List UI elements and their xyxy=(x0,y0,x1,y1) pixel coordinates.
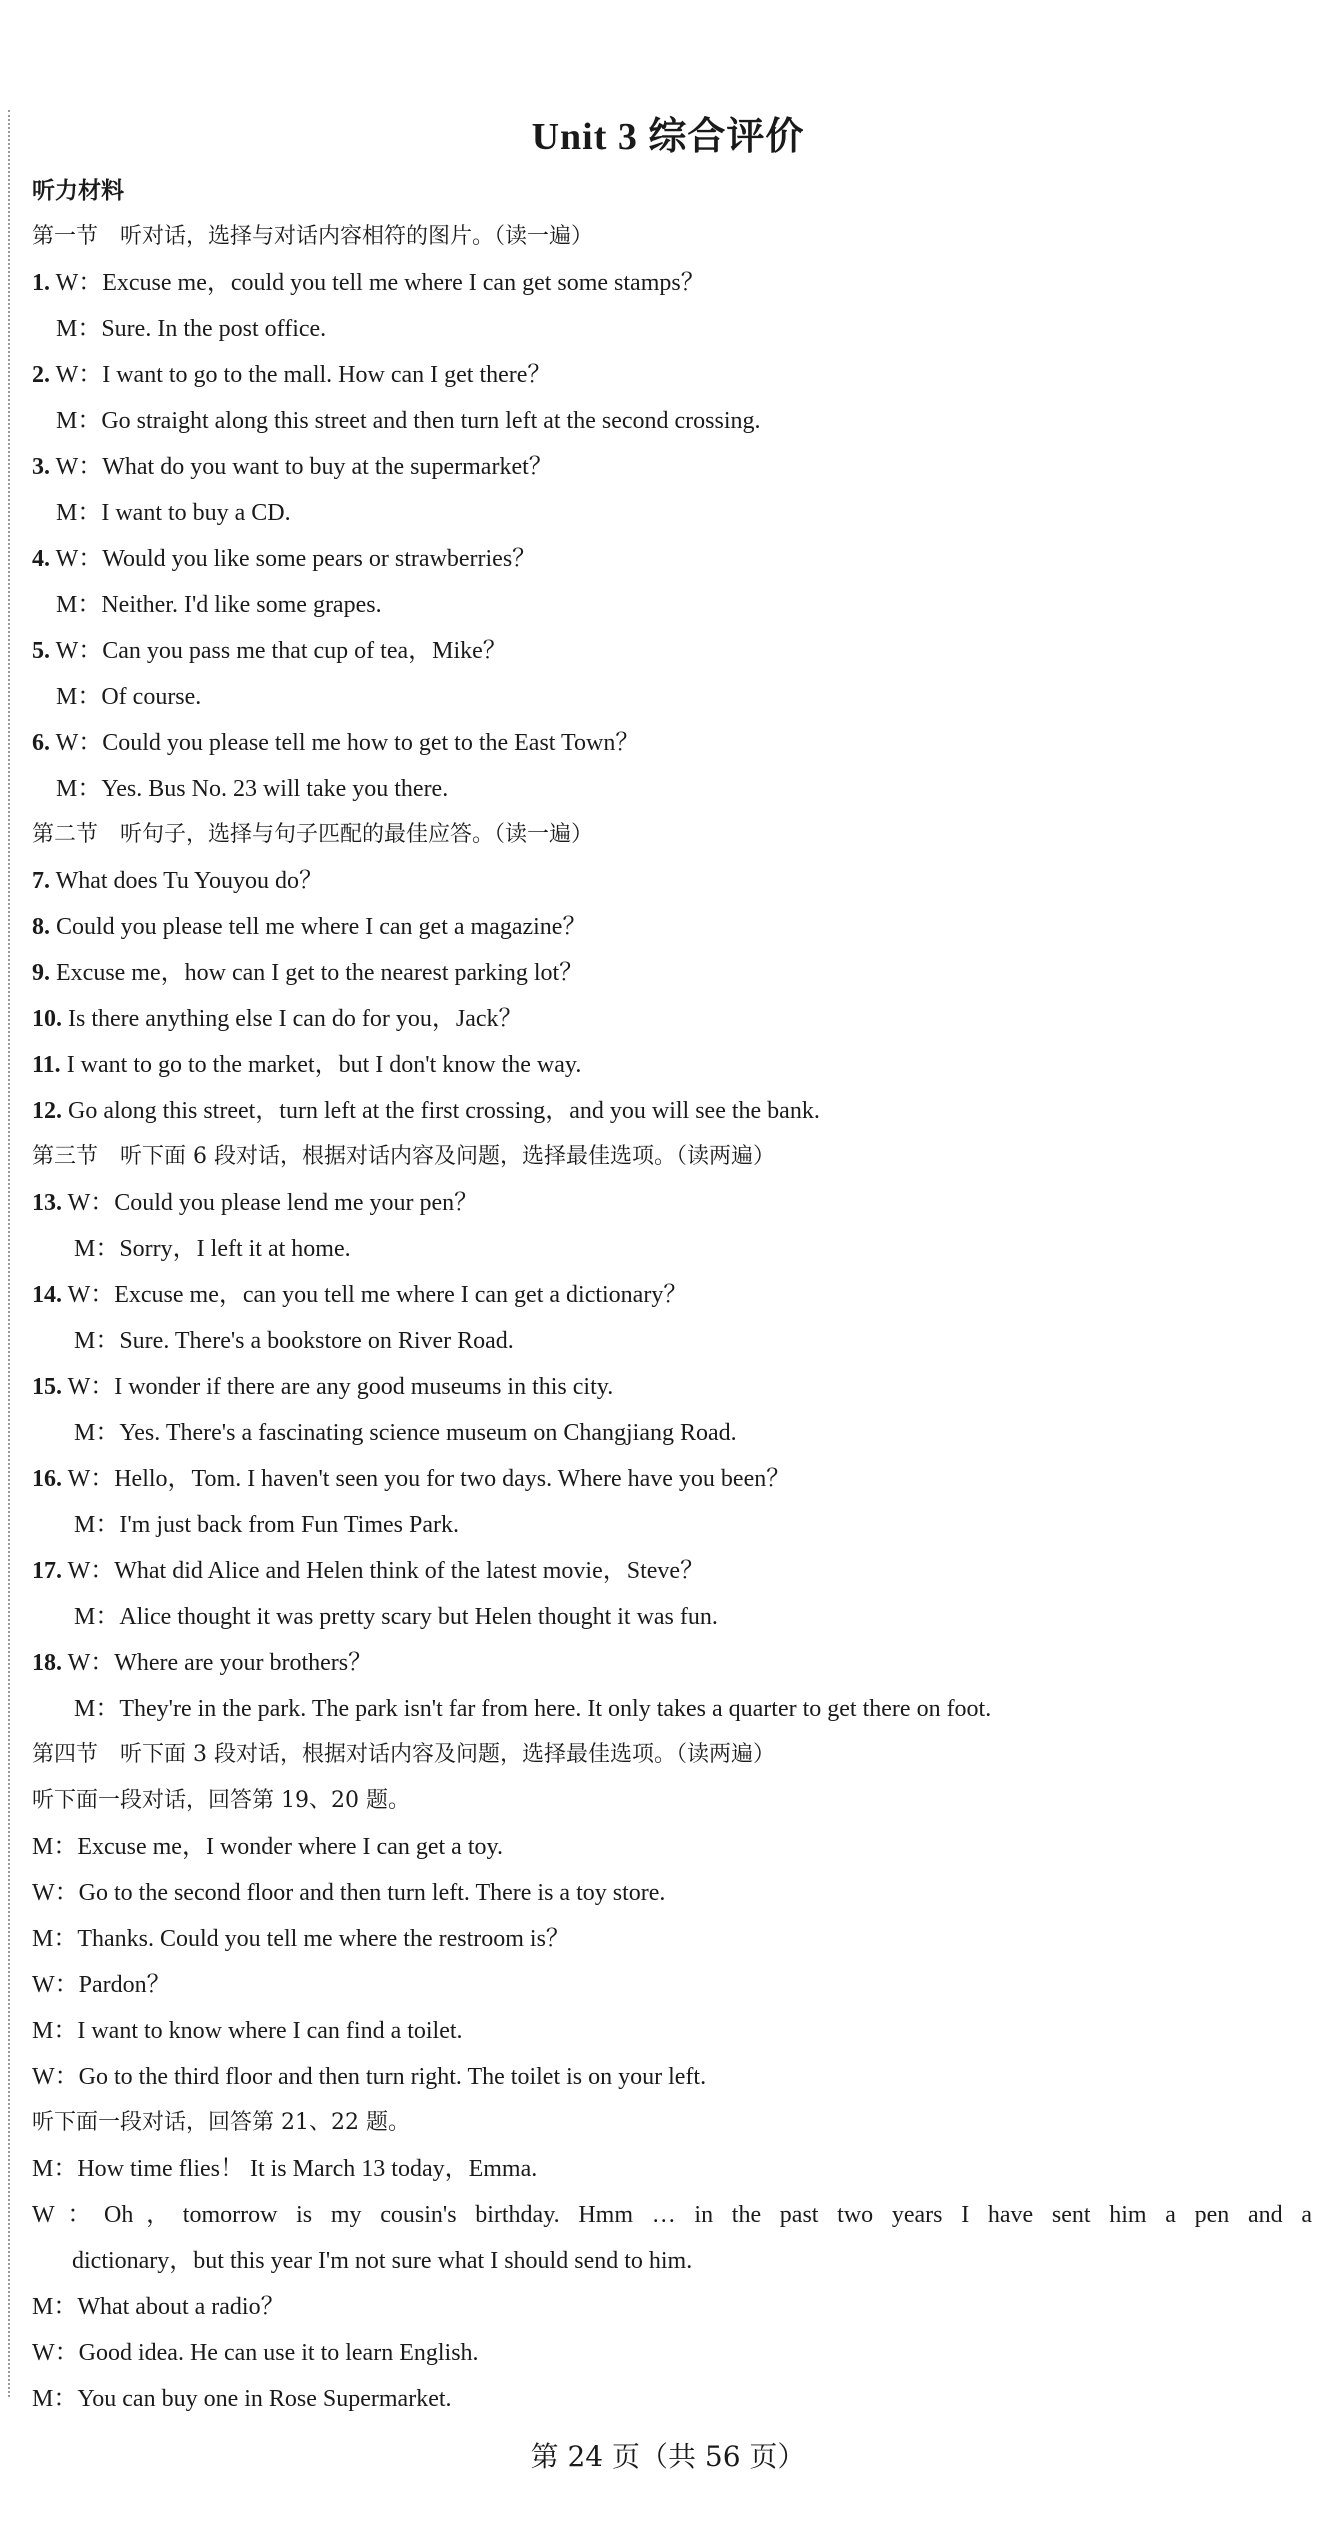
question-text: W：I want to go to the mall. How can I get there？ xyxy=(50,362,552,388)
section-instruction: 听下面一段对话，回答第 21、22 题。 xyxy=(32,2110,410,2135)
dialogue-line: W：Pardon？ xyxy=(32,1972,171,1998)
response-line: M：I'm just back from Fun Times Park. xyxy=(74,1512,460,1538)
question-line xyxy=(32,444,1312,490)
question-number: 3. xyxy=(32,454,50,480)
dialogue-line: M：Thanks. Could you tell me where the restroom is？ xyxy=(32,1926,570,1952)
question-number: 8. xyxy=(32,914,50,940)
question-number: 10. xyxy=(32,1006,62,1032)
response-line: M：I want to buy a CD. xyxy=(56,500,291,526)
question-text: I want to go to the market，but I don't know the way. xyxy=(60,1052,582,1078)
response-line: M：Yes. Bus No. 23 will take you there. xyxy=(56,776,449,802)
question-text: Could you please tell me where I can get a magazine？ xyxy=(50,914,587,940)
question-text: W：Would you like some pears or strawberries？ xyxy=(50,546,537,572)
dialogue-line: W：Go to the second floor and then turn left. There is a toy store. xyxy=(32,1880,666,1906)
question-number: 11. xyxy=(32,1052,61,1078)
question-line xyxy=(32,1456,1312,1502)
response-line: M：They're in the park. The park isn't far from here. It only takes a quarter to get there on foot. xyxy=(74,1696,992,1722)
dialogue-line: M：I want to know where I can find a toilet. xyxy=(32,2018,463,2044)
question-line xyxy=(32,628,1312,674)
response-line: M：Sure. There's a bookstore on River Road. xyxy=(74,1328,514,1354)
margin-dotted-line xyxy=(8,110,10,2397)
section-heading: 听力材料 xyxy=(32,178,124,204)
question-number: 2. xyxy=(32,362,50,388)
dialogue-line: M：Excuse me，I wonder where I can get a toy. xyxy=(32,1834,503,1860)
question-text: Is there anything else I can do for you，Jack？ xyxy=(62,1006,523,1032)
question-number: 13. xyxy=(32,1190,62,1216)
dialogue-line: M：What about a radio？ xyxy=(32,2294,285,2320)
question-number: 6. xyxy=(32,730,50,756)
response-line: M：Yes. There's a fascinating science museum on Changjiang Road. xyxy=(74,1420,737,1446)
section-instruction: 第二节 听句子，选择与句子匹配的最佳应答。（读一遍） xyxy=(32,822,594,847)
response-line: M：Of course. xyxy=(56,684,202,710)
question-line xyxy=(32,1272,1312,1318)
question-number: 7. xyxy=(32,868,50,894)
question-number: 14. xyxy=(32,1282,62,1308)
question-line xyxy=(32,1180,1312,1226)
question-line xyxy=(32,1042,1312,1088)
response-line: M：Neither. I'd like some grapes. xyxy=(56,592,382,618)
question-number: 17. xyxy=(32,1558,62,1584)
response-line: M：Alice thought it was pretty scary but Helen thought it was fun. xyxy=(74,1604,718,1630)
question-line xyxy=(32,904,1312,950)
question-text: W：I wonder if there are any good museums in this city. xyxy=(62,1374,614,1400)
question-number: 1. xyxy=(32,270,50,296)
response-line: M：Sure. In the post office. xyxy=(56,316,327,342)
question-text: W：Excuse me，could you tell me where I can get some stamps？ xyxy=(50,270,705,296)
question-text: W：Could you please lend me your pen？ xyxy=(62,1190,479,1216)
dialogue-line: W：Good idea. He can use it to learn English. xyxy=(32,2340,479,2366)
question-text: Go along this street，turn left at the first crossing，and you will see the bank. xyxy=(62,1098,820,1124)
response-line: M：Go straight along this street and then turn left at the second crossing. xyxy=(56,408,761,434)
dialogue-line: M：How time flies！ It is March 13 today，Emma. xyxy=(32,2156,538,2182)
dialogue-line: M：You can buy one in Rose Supermarket. xyxy=(32,2386,452,2412)
listening-material xyxy=(32,168,1312,2422)
question-number: 4. xyxy=(32,546,50,572)
question-line xyxy=(32,996,1312,1042)
section-instruction: 第三节 听下面 6 段对话，根据对话内容及问题，选择最佳选项。（读两遍） xyxy=(32,1144,775,1169)
question-line xyxy=(32,858,1312,904)
question-text: W：What do you want to buy at the supermarket？ xyxy=(50,454,553,480)
dialogue-line: W：Oh，tomorrow is my cousin's birthday. Hmm … in the past two years I have sent him a pen and a xyxy=(32,2202,1312,2228)
question-number: 16. xyxy=(32,1466,62,1492)
question-line xyxy=(32,260,1312,306)
question-line xyxy=(32,1364,1312,1410)
question-line xyxy=(32,536,1312,582)
question-text: W：Can you pass me that cup of tea，Mike？ xyxy=(50,638,507,664)
question-text: W：Hello，Tom. I haven't seen you for two days. Where have you been？ xyxy=(62,1466,791,1492)
question-line xyxy=(32,720,1312,766)
question-text: W：What did Alice and Helen think of the latest movie，Steve？ xyxy=(62,1558,705,1584)
section-instruction: 听下面一段对话，回答第 19、20 题。 xyxy=(32,1788,410,1813)
dialogue-line: W：Go to the third floor and then turn right. The toilet is on your left. xyxy=(32,2064,707,2090)
page-number: 第 24 页（共 56 页） xyxy=(530,2440,806,2473)
question-number: 18. xyxy=(32,1650,62,1676)
question-line xyxy=(32,1640,1312,1686)
question-text: W：Could you please tell me how to get to the East Town？ xyxy=(50,730,640,756)
question-number: 5. xyxy=(32,638,50,664)
question-number: 9. xyxy=(32,960,50,986)
question-text: Excuse me，how can I get to the nearest parking lot？ xyxy=(50,960,584,986)
question-text: What does Tu Youyou do？ xyxy=(50,868,323,894)
question-line xyxy=(32,1088,1312,1134)
dialogue-continuation: dictionary，but this year I'm not sure what I should send to him. xyxy=(72,2248,693,2274)
section-instruction: 第四节 听下面 3 段对话，根据对话内容及问题，选择最佳选项。（读两遍） xyxy=(32,1742,775,1767)
section-instruction: 第一节 听对话，选择与对话内容相符的图片。（读一遍） xyxy=(32,224,594,249)
question-number: 15. xyxy=(32,1374,62,1400)
response-line: M：Sorry，I left it at home. xyxy=(74,1236,351,1262)
question-line xyxy=(32,1548,1312,1594)
question-number: 12. xyxy=(32,1098,62,1124)
question-line xyxy=(32,950,1312,996)
question-line xyxy=(32,352,1312,398)
question-text: W：Excuse me，can you tell me where I can get a dictionary？ xyxy=(62,1282,688,1308)
page-title: Unit 3 综合评价 xyxy=(531,116,805,158)
question-text: W：Where are your brothers？ xyxy=(62,1650,373,1676)
